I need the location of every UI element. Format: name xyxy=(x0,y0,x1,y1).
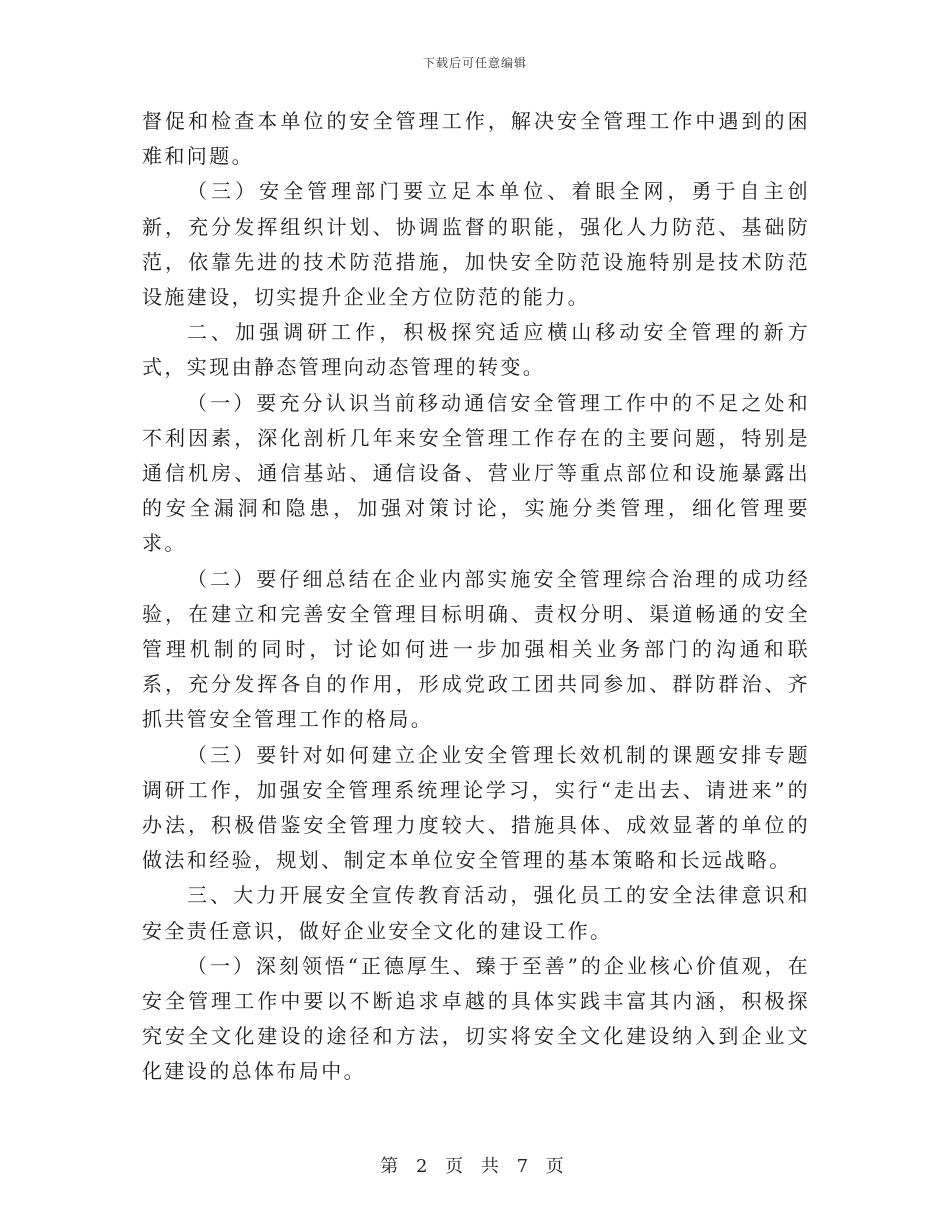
paragraph: （一）要充分认识当前移动通信安全管理工作中的不足之处和不利因素，深化剖析几年来安全管理工作存在的主要问题，特别是通信机房、通信基站、通信设备、营业厅等重点部位和设施暴露出的安全漏洞和隐患，加强对策讨论，实施分类管理，细化管理要求。 xyxy=(142,390,810,556)
paragraph: （一）深刻领悟“正德厚生、臻于至善”的企业核心价值观，在安全管理工作中要以不断追求卓越的具体实践丰富其内涵，积极探究安全文化建设的途径和方法，切实将安全文化建设纳入到企业文化建设的总体布局中。 xyxy=(142,953,810,1084)
document-body xyxy=(142,104,810,1090)
paragraph: （三）安全管理部门要立足本单位、着眼全网，勇于自主创新，充分发挥组织计划、协调监督的职能，强化人力防范、基础防范，依靠先进的技术防范措施，加快安全防范设施特别是技术防范设施建设，切实提升企业全方位防范的能力。 xyxy=(142,179,810,310)
paragraph: 督促和检查本单位的安全管理工作，解决安全管理工作中遇到的困难和问题。 xyxy=(142,109,810,169)
section-heading-paragraph: 三、大力开展安全宣传教育活动，强化员工的安全法律意识和安全责任意识，做好企业安全文化的建设工作。 xyxy=(142,883,810,943)
section-heading-paragraph: 二、加强调研工作，积极探究适应横山移动安全管理的新方式，实现由静态管理向动态管理的转变。 xyxy=(142,320,810,380)
paragraph: （二）要仔细总结在企业内部实施安全管理综合治理的成功经验，在建立和完善安全管理目标明确、责权分明、渠道畅通的安全管理机制的同时，讨论如何进一步加强相关业务部门的沟通和联系，充分发挥各自的作用，形成党政工团共同参加、群防群治、齐抓共管安全管理工作的格局。 xyxy=(142,566,810,732)
header-note: 下载后可任意编辑 xyxy=(422,56,527,70)
paragraph: （三）要针对如何建立企业安全管理长效机制的课题安排专题调研工作，加强安全管理系统理论学习，实行“走出去、请进来”的办法，积极借鉴安全管理力度较大、措施具体、成效显著的单位的做法和经验，规划、制定本单位安全管理的基本策略和长远战略。 xyxy=(142,742,810,873)
page-number-footer: 第 2 页 共 7 页 xyxy=(380,1156,570,1177)
